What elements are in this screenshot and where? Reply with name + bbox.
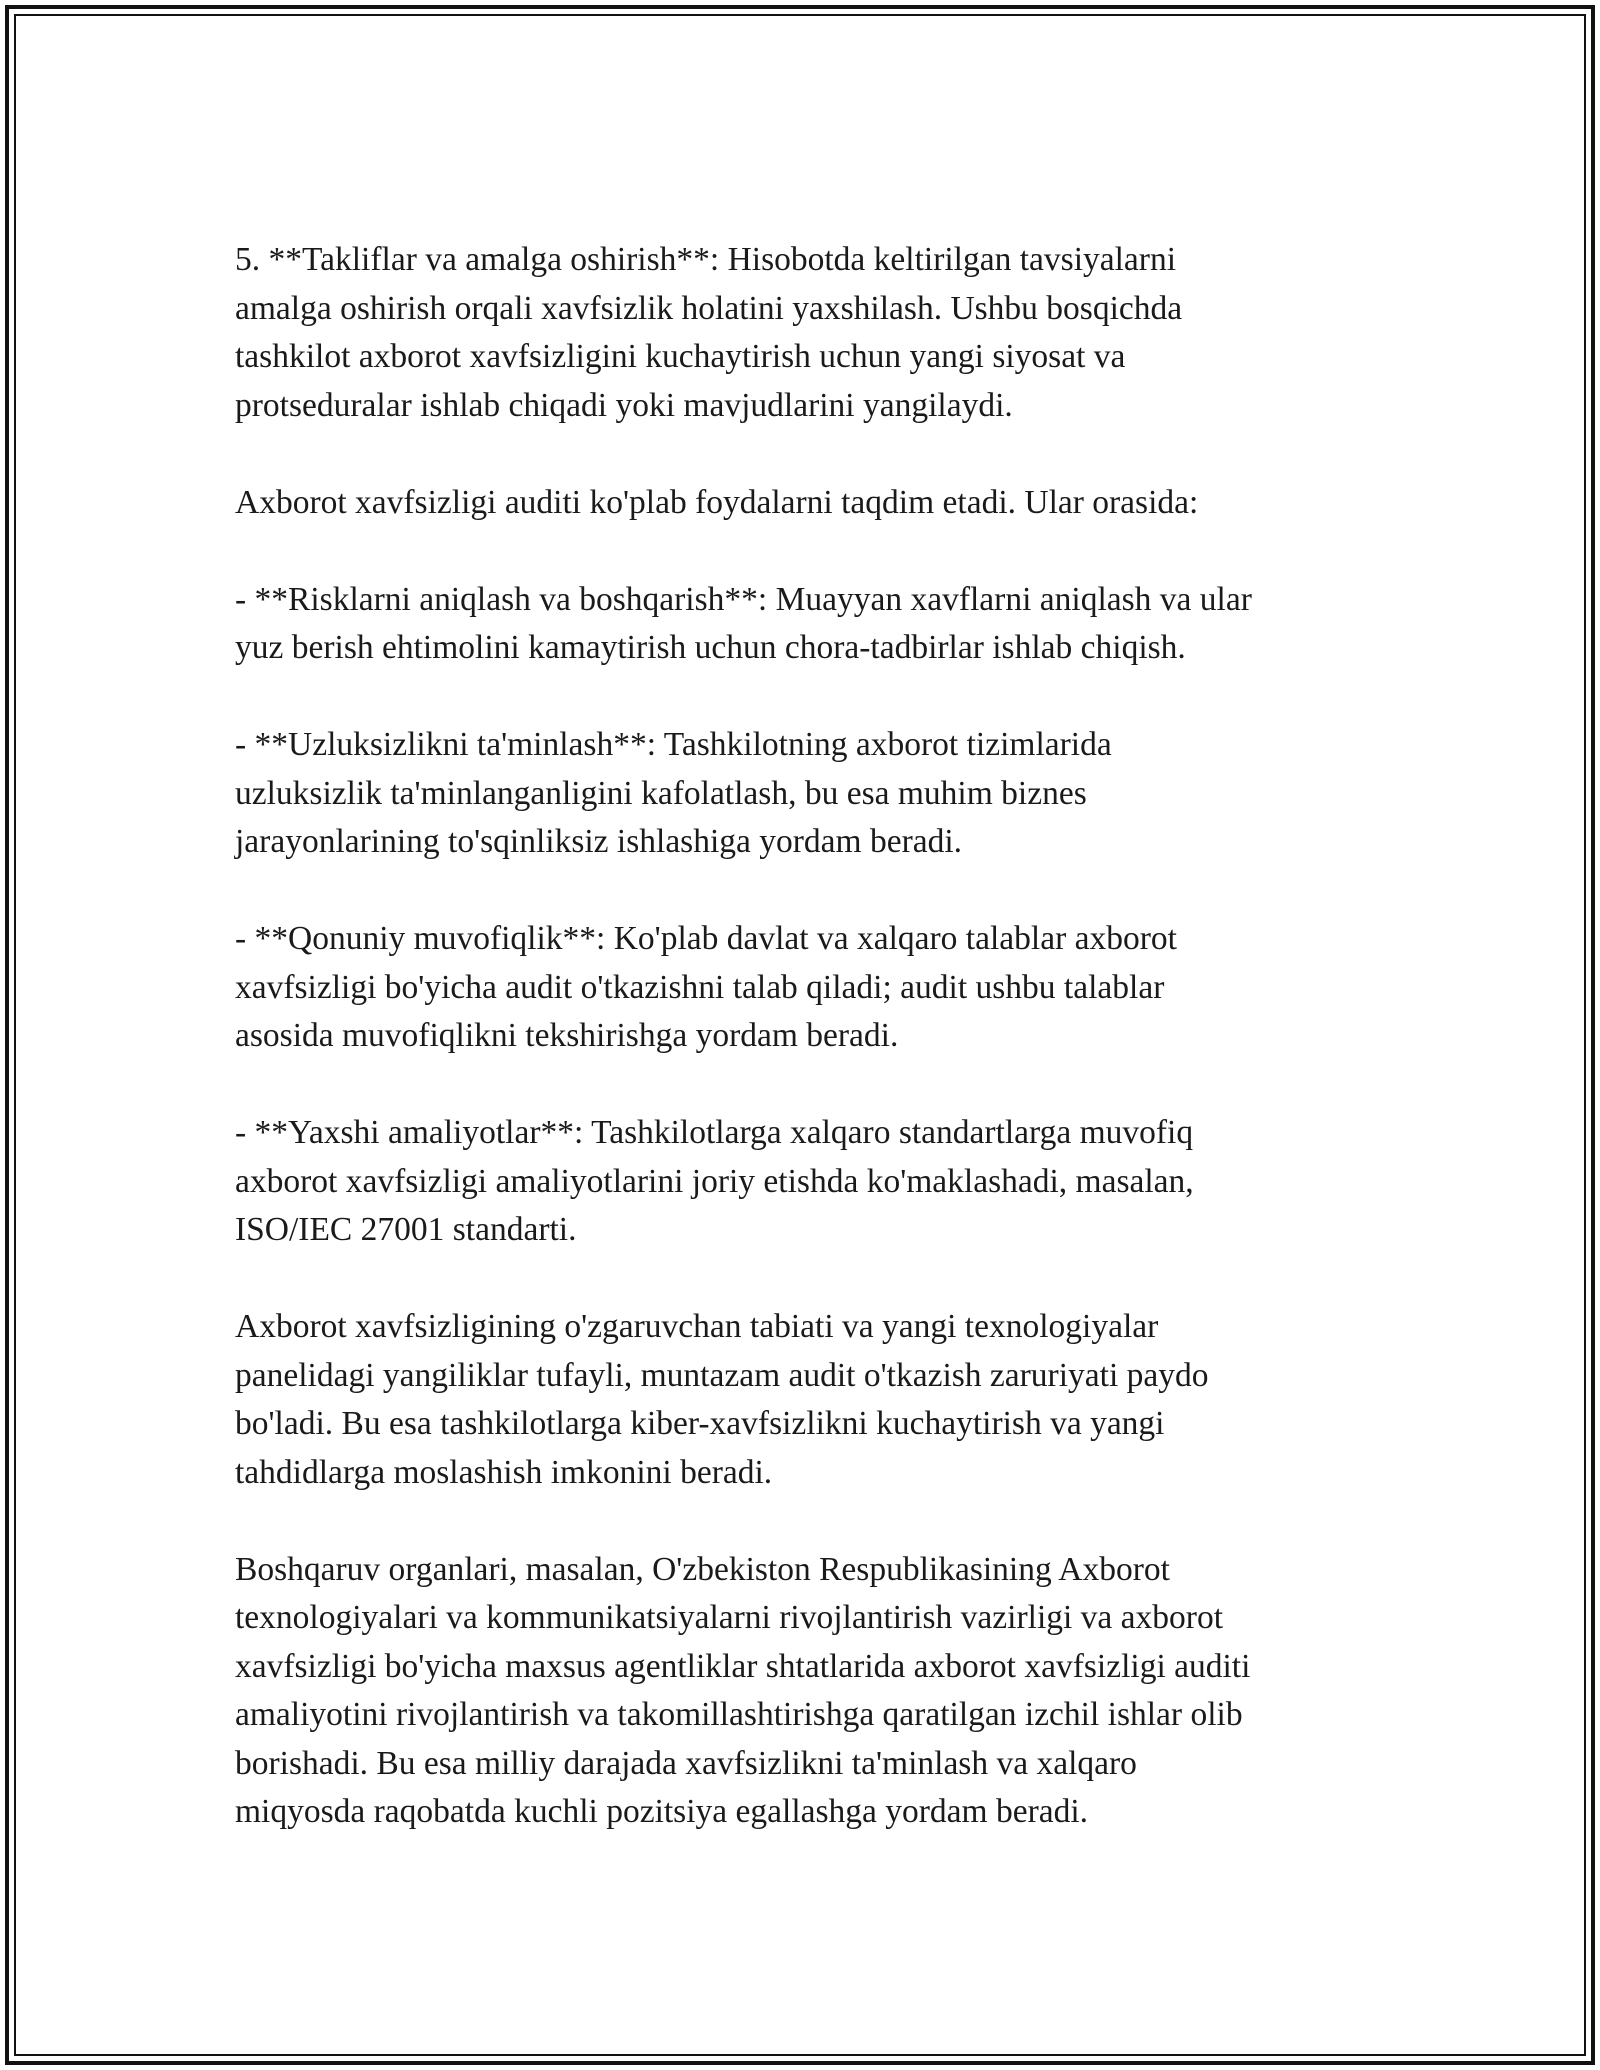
list-item-best-practices: - **Yaxshi amaliyotlar**: Tashkilotlarga xalqaro standartlarga muvofiq axborot xavfsizligi amaliyotlarini joriy etishda ko'maklashadi, masalan, ISO/IEC 27001 standarti. xyxy=(235,1114,1194,1248)
document-body xyxy=(235,236,1375,1837)
list-item-legal-compliance: - **Qonuniy muvofiqlik**: Ko'plab davlat va xalqaro talablar axborot xavfsizligi bo'yicha audit o'tkazishni talab qiladi; audit ushbu talablar asosida muvofiqlikni tekshirishga yordam beradi. xyxy=(235,920,1177,1054)
paragraph-governing-bodies: Boshqaruv organlari, masalan, O'zbekiston Respublikasining Axborot texnologiyalari va kommunikatsiyalarni rivojlantirish vazirligi va axborot xavfsizligi bo'yicha maxsus agentliklar shtatlarida axborot xavfsizligi auditi amaliyotini rivojlantirish va takomillashtirishga qaratilgan izchil ishlar olib borishadi. Bu esa milliy darajada xavfsizlikni ta'minlash va xalqaro miqyosda raqobatda kuchli pozitsiya egallashga yordam beradi. xyxy=(235,1550,1251,1830)
list-item-risk-management: - **Risklarni aniqlash va boshqarish**: Muayyan xavflarni aniqlash va ular yuz berish ehtimolini kamaytirish uchun chora-tadbirlar ishlab chiqish. xyxy=(235,580,1252,666)
list-item-continuity: - **Uzluksizlikni ta'minlash**: Tashkilotning axborot tizimlarida uzluksizlik ta'minlanganligini kafolatlash, bu esa muhim biznes jarayonlarining to'sqinliksiz ishlashiga yordam beradi. xyxy=(235,726,1112,860)
paragraph-changing-nature: Axborot xavfsizligining o'zgaruvchan tabiati va yangi texnologiyalar panelidagi yangiliklar tufayli, muntazam audit o'tkazish zaruriyati paydo bo'ladi. Bu esa tashkilotlarga kiber-xavfsizlikni kuchaytirish va yangi tahdidlarga moslashish imkonini beradi. xyxy=(235,1308,1209,1491)
paragraph-audit-benefits-intro: Axborot xavfsizligi auditi ko'plab foydalarni taqdim etadi. Ular orasida: xyxy=(235,483,1199,521)
paragraph-step-5-proposals: 5. **Takliflar va amalga oshirish**: Hisobotda keltirilgan tavsiyalarni amalga oshirish orqali xavfsizlik holatini yaxshilash. Ushbu bosqichda tashkilot axborot xavfsizligini kuchaytirish uchun yangi siyosat va protseduralar ishlab chiqadi yoki mavjudlarini yangilaydi. xyxy=(235,241,1183,424)
